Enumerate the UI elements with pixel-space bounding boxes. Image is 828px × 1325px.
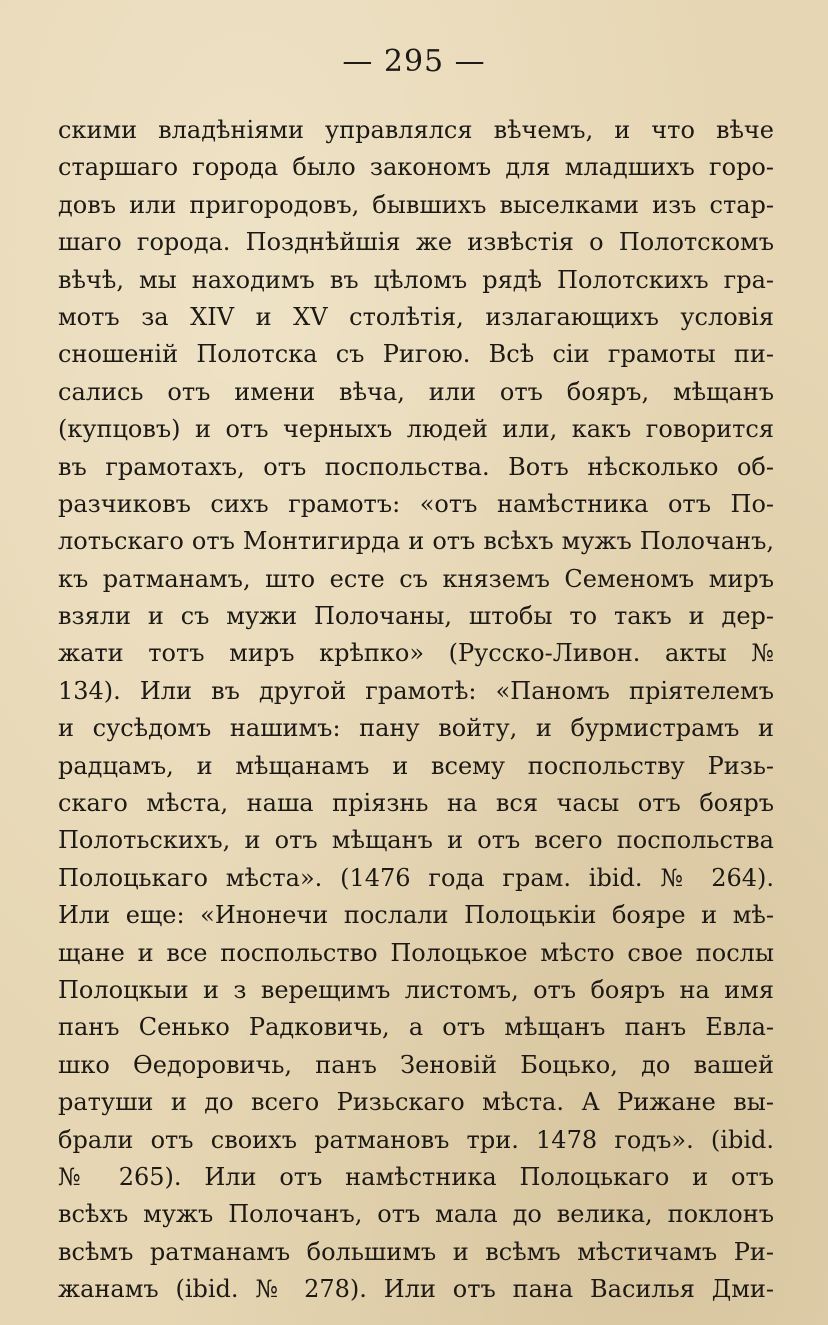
text-line: шко Ѳедоровичь, панъ Зеновій Боцько, до вашей — [58, 1050, 774, 1079]
text-line: старшаго города было закономъ для младшихъ горо- — [58, 153, 774, 182]
text-line: радцамъ, и мѣщанамъ и всему поспольству Ризь- — [58, 751, 774, 780]
text-line: щане и все поспольство Полоцькое мѣсто свое послы — [58, 938, 774, 967]
text-line: панъ Сенько Радковичь, а отъ мѣщанъ панъ Евла- — [58, 1013, 774, 1042]
text-line: и сусѣдомъ нашимъ: пану войту, и бурмистрамъ и — [58, 714, 774, 743]
text-line: № 265). Или отъ намѣстника Полоцькаго и отъ — [58, 1162, 774, 1191]
text-line: Полоцькаго мѣста». (1476 года грам. ibid. № 264). — [58, 863, 774, 892]
text-line: шаго города. Позднѣйшія же извѣстія о Полотскомъ — [58, 228, 774, 257]
text-line: брали отъ своихъ ратмановъ три. 1478 годъ». (ibid. — [58, 1125, 774, 1154]
text-line: 134). Или въ другой грамотѣ: «Паномъ пріятелемъ — [58, 676, 774, 705]
text-line: сношеній Полотска съ Ригою. Всѣ сіи грамоты пи- — [58, 340, 774, 369]
text-line: довъ или пригородовъ, бывшихъ выселками изъ стар- — [58, 190, 774, 219]
text-line: лотьскаго отъ Монтигирда и отъ всѣхъ мужъ Полочанъ, — [58, 527, 774, 556]
text-line: въ грамотахъ, отъ поспольства. Вотъ нѣсколько об- — [58, 452, 774, 481]
text-line: (купцовъ) и отъ черныхъ людей или, какъ говорится — [58, 415, 774, 444]
page-number: — 295 — — [342, 44, 486, 79]
text-line: Полотьскихъ, и отъ мѣщанъ и отъ всего поспольства — [58, 826, 774, 855]
text-line: скаго мѣста, наша пріязнь на вся часы отъ бояръ — [58, 789, 774, 818]
text-line: Полоцкыи и з верещимъ листомъ, отъ бояръ на имя — [58, 975, 774, 1004]
text-line: скими владѣніями управлялся вѣчемъ, и что вѣче — [58, 116, 774, 144]
text-line: всѣмъ ратманамъ большимъ и всѣмъ мѣстичамъ Ри- — [58, 1237, 774, 1266]
text-line: взяли и съ мужи Полочаны, штобы то такъ и дер- — [58, 602, 774, 631]
text-line: сались отъ имени вѣча, или отъ бояръ, мѣщанъ — [58, 377, 774, 406]
text-line: къ ратманамъ, што есте съ княземъ Семеномъ миръ — [58, 564, 774, 593]
text-line: ратуши и до всего Ризьскаго мѣста. А Рижане вы- — [58, 1088, 774, 1117]
text-line: жати тотъ миръ крѣпко» (Русско-Ливон. акты № — [58, 639, 774, 668]
text-line: разчиковъ сихъ грамотъ: «отъ намѣстника отъ По- — [58, 489, 774, 518]
text-line: жанамъ (ibid. № 278). Или отъ пана Василья Дми- — [58, 1275, 774, 1304]
text-line: Или еще: «Инонечи послали Полоцькіи бояре и мѣ- — [58, 901, 774, 930]
text-line: вѣчѣ, мы находимъ въ цѣломъ рядѣ Полотскихъ гра- — [58, 265, 774, 294]
body-text — [58, 112, 774, 1309]
text-line: мотъ за XIV и XV столѣтія, излагающихъ условія — [58, 302, 774, 331]
text-line: всѣхъ мужъ Полочанъ, отъ мала до велика, поклонъ — [58, 1200, 774, 1229]
